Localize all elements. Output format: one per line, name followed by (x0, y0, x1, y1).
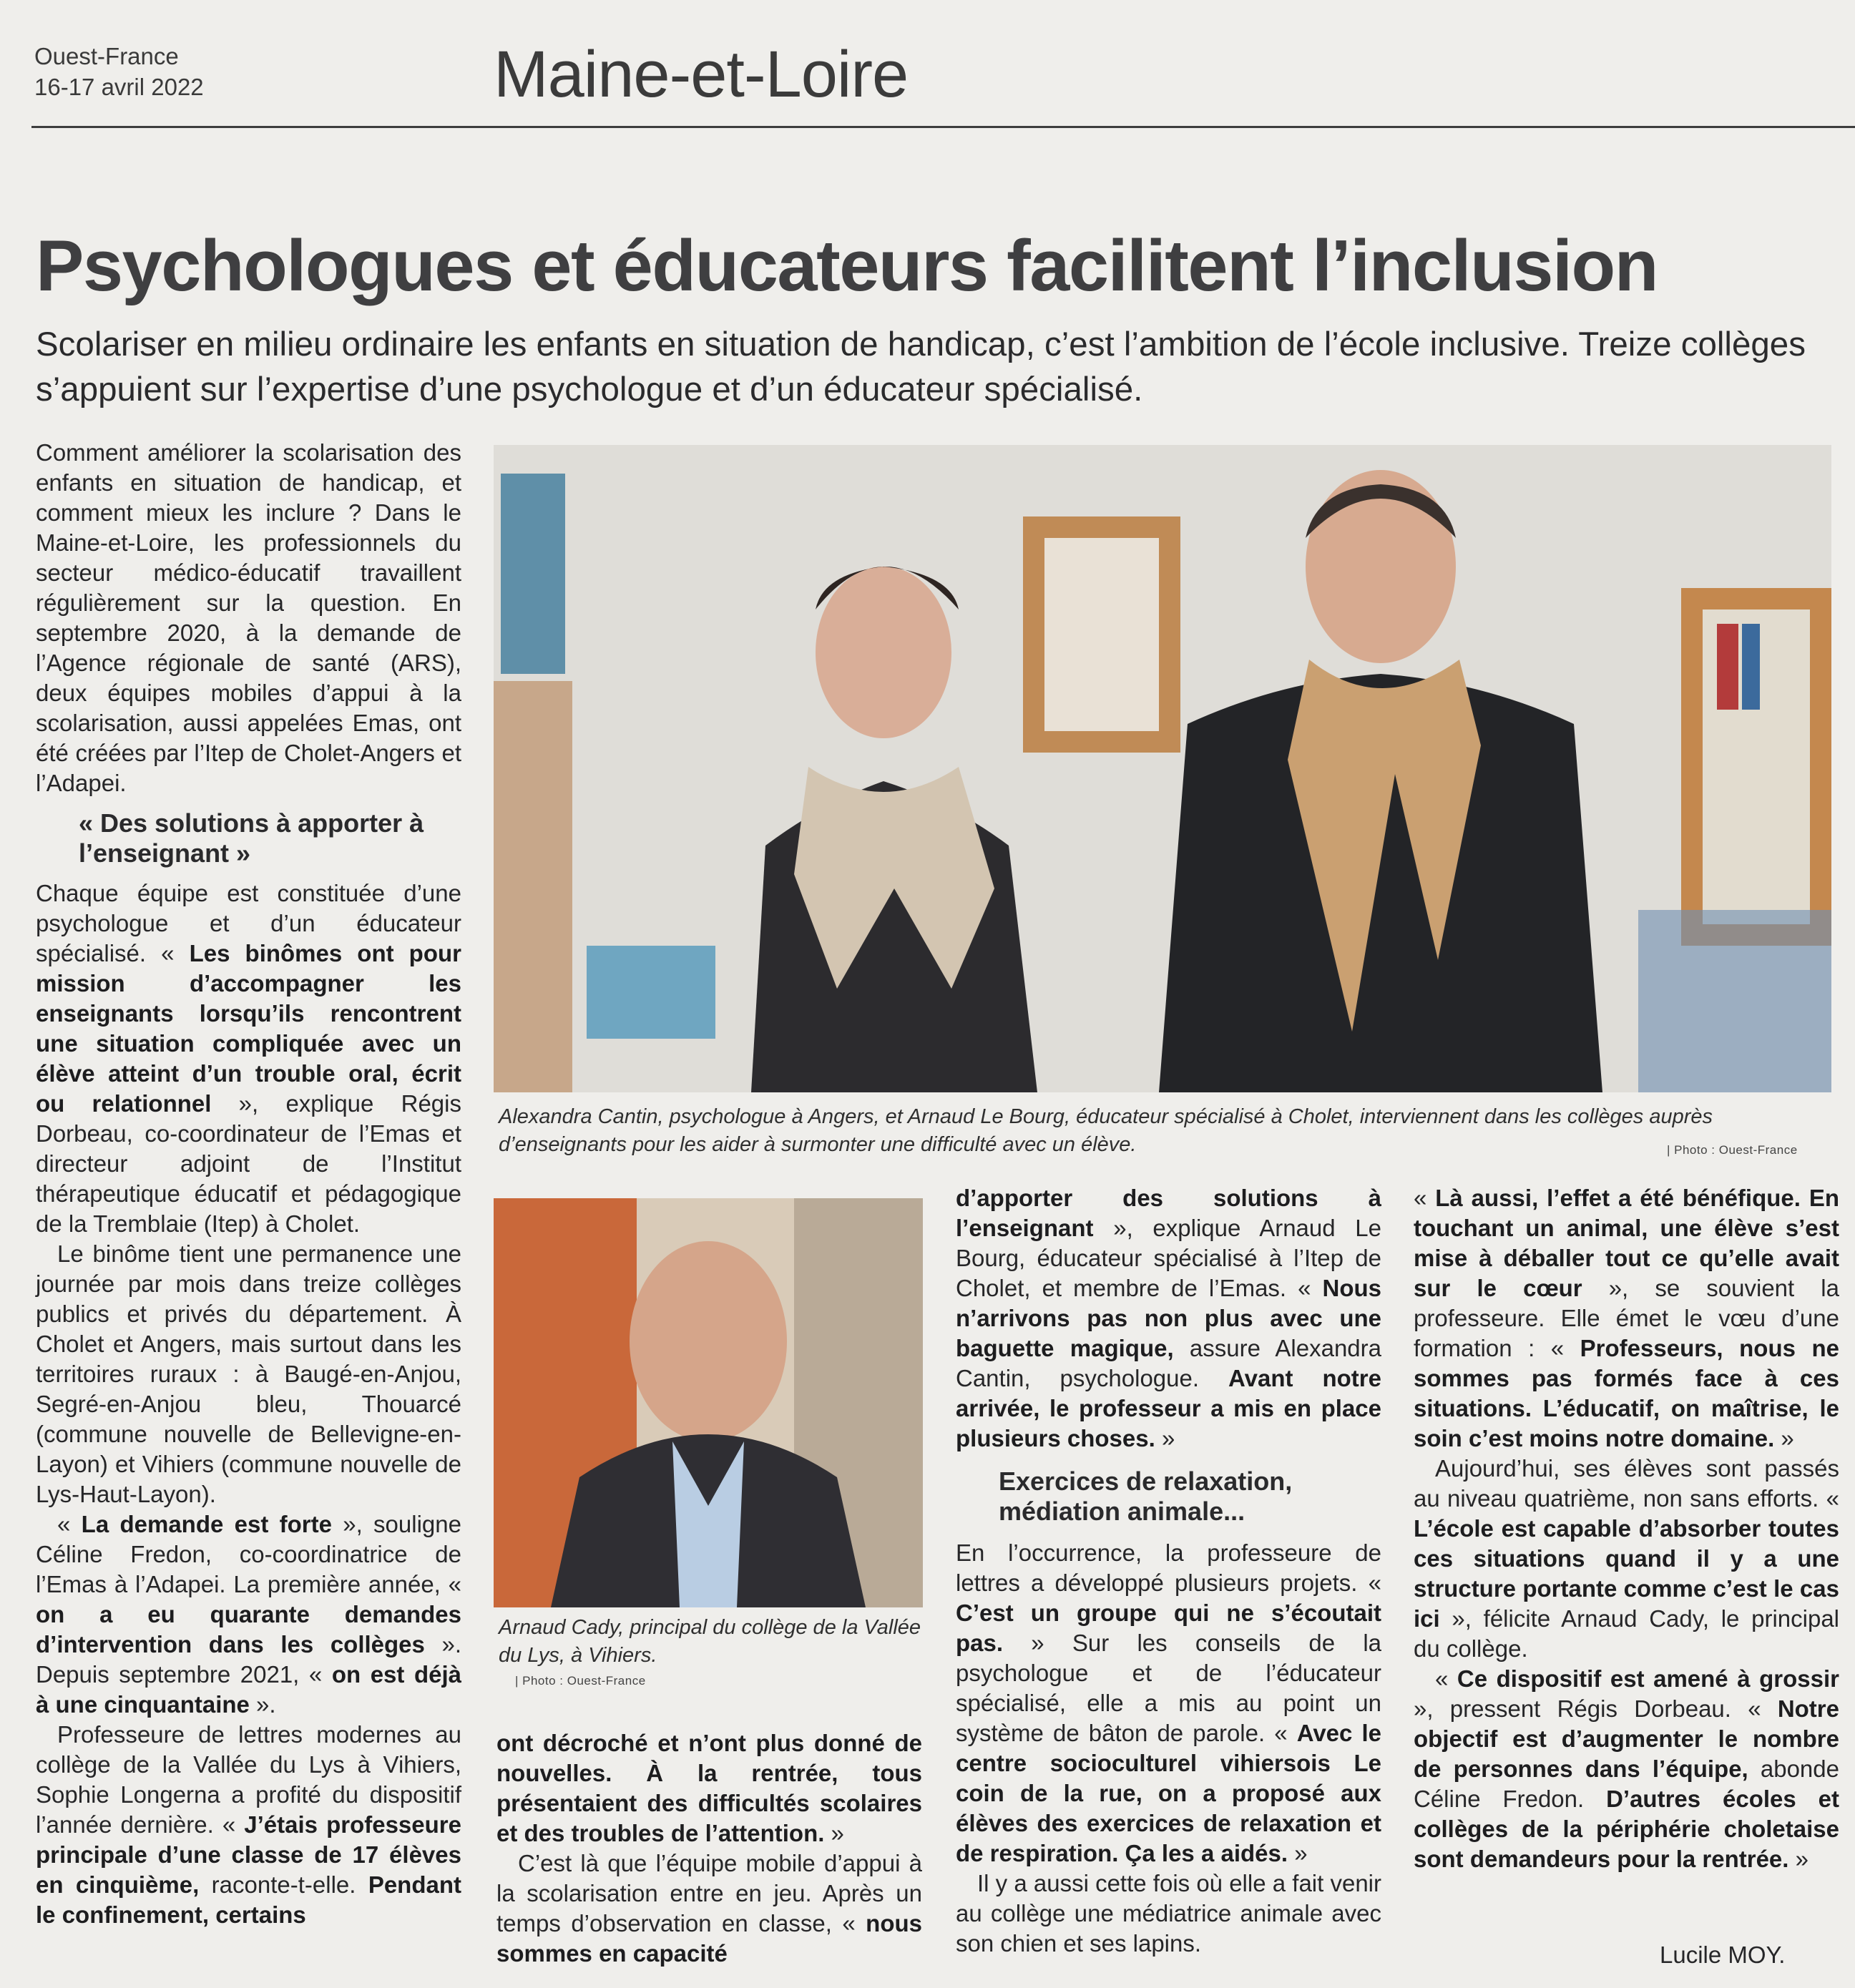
article-column-3 (956, 1183, 1381, 1959)
paragraph: « Ce dispositif est amené à grossir », pressent Régis Dorbeau. « Notre objectif est d’augmenter le nombre de personnes dans l’équipe, abonde Céline Fredon. D’autres écoles et collèges de la périphérie choletaise sont demandeurs pour la rentrée. » (1414, 1665, 1839, 1872)
standfirst: Scolariser en milieu ordinaire les enfants en situation de handicap, c’est l’ambition de l’école inclusive. Treize collèges s’appuient sur l’expertise d’une psychologue et d’un éducateur spécialisé. (36, 325, 1806, 408)
header-rule (31, 126, 1855, 128)
portrait-photo-credit: | Photo : Ouest-France (515, 1674, 646, 1688)
paragraph: « Là aussi, l’effet a été bénéfique. En touchant un animal, une élève s’est mise à déballer tout ce qu’elle avait sur le cœur », se souvient la professeure. Elle émet le vœu d’une formation : « Professeurs, nous ne sommes pas formés face à ces situations. L’éducatif, on maîtrise, le soin c’est moins notre domaine. » (1414, 1185, 1839, 1451)
paragraph: Professeure de lettres modernes au collège de la Vallée du Lys à Vihiers, Sophie Longerna a profité du dispositif l’année dernière. « J’étais professeure principale d’une classe de 17 élèves en cinquième, raconte-t-elle. Pendant le confinement, certains (36, 1721, 461, 1928)
portrait-photo (494, 1198, 923, 1607)
paragraph: d’apporter des solutions à l’enseignant », explique Arnaud Le Bourg, éducateur spécialisé à l’Itep de Cholet, et membre de l’Emas. « Nous n’arrivons pas non plus avec une baguette magique, assure Alexandra Cantin, psychologue. Avant notre arrivée, le professeur a mis en place plusieurs choses. » (956, 1185, 1381, 1451)
paragraph: Aujourd’hui, ses élèves sont passés au niveau quatrième, non sans efforts. « L’école est capable d’absorber toutes ces situations quand il y a une structure portante comme c’est le cas ici », félicite Arnaud Cady, le principal du collège. (1414, 1455, 1839, 1662)
paragraph: Comment améliorer la scolarisation des enfants en situation de handicap, et comment mieux les inclure ? Dans le Maine-et-Loire, les professionnels du secteur médico-éducatif travaillent régulièrement sur la question. En septembre 2020, à la demande de l’Agence régionale de santé (ARS), deux équipes mobiles d’appui à la scolarisation, aussi appelées Emas, ont été créées par l’Itep de Cholet-Angers et l’Adapei. (36, 439, 461, 796)
article-column-2 (496, 1728, 922, 1969)
portrait-photo-image (494, 1198, 923, 1607)
article-column-4 (1414, 1183, 1839, 1874)
paragraph: Chaque équipe est constituée d’une psychologue et d’un éducateur spécialisé. « Les binômes ont pour mission d’accompagner les enseignants lorsqu’ils rencontrent une situation compliquée avec un élève atteint d’un trouble oral, écrit ou relationnel », explique Régis Dorbeau, co-coordinateur de l’Emas et directeur adjoint de l’Institut thérapeutique éducatif et pédagogique de la Tremblaie (Itep) à Cholet. (36, 880, 462, 1237)
paragraph: C’est là que l’équipe mobile d’appui à la scolarisation entre en jeu. Après un temps d’observation en classe, « nous sommes en capacité (496, 1850, 922, 1967)
paragraph: En l’occurrence, la professeure de lettres a développé plusieurs projets. « C’est un groupe qui ne s’écoutait pas. » Sur les conseils de la psychologue et de l’éducateur spécialisé, elle a mis au point un système de bâton de parole. « Avec le centre socioculturel vihiersois Le coin de la rue, on a proposé aux élèves des exercices de relaxation et de respiration. Ça les a aidés. » (956, 1539, 1382, 1866)
main-photo-image (494, 445, 1831, 1092)
main-photo-caption: Alexandra Cantin, psychologue à Angers, et Arnaud Le Bourg, éducateur spécialisé à Cholet, interviennent dans les collèges auprès d’enseignants pour les aider à surmonter une difficulté avec un élève. (499, 1105, 1713, 1156)
paragraph: Il y a aussi cette fois où elle a fait venir au collège une médiatrice animale avec son chien et ses lapins. (956, 1870, 1381, 1957)
masthead-source (34, 41, 204, 103)
subheading: Exercices de relaxation, médiation animale... (999, 1466, 1293, 1526)
section-title: Maine-et-Loire (494, 38, 909, 111)
headline: Psychologues et éducateurs facilitent l’inclusion (36, 226, 1658, 306)
subheading: « Des solutions à apporter à l’enseignant » (79, 808, 424, 868)
newspaper-name: Ouest-France (34, 43, 179, 69)
issue-date: 16-17 avril 2022 (34, 73, 204, 100)
paragraph: Le binôme tient une permanence une journée par mois dans treize collèges publics et privés du département. À Cholet et Angers, mais surtout dans les territoires ruraux : à Baugé-en-Anjou, Segré-en-Anjou bleu, Thouarcé (commune nouvelle de Bellevigne-en-Layon) et Vihiers (commune nouvelle de Lys-Haut-Layon). (36, 1240, 461, 1507)
portrait-photo-caption: Arnaud Cady, principal du collège de la Vallée du Lys, à Vihiers. (499, 1616, 921, 1667)
paragraph: ont décroché et n’ont plus donné de nouvelles. À la rentrée, tous présentaient des difficultés scolaires et des troubles de l’attention. » (496, 1730, 922, 1846)
article-column-1 (36, 438, 461, 1930)
paragraph: « La demande est forte », souligne Céline Fredon, co-coordinatrice de l’Emas à l’Adapei. La première année, « on a eu quarante demandes d’intervention dans les collèges ». Depuis septembre 2021, « on est déjà à une cinquantaine ». (36, 1511, 461, 1718)
main-photo-credit: | Photo : Ouest-France (1667, 1143, 1798, 1157)
byline: Lucile MOY. (1660, 1942, 1786, 1968)
main-photo (494, 445, 1831, 1092)
